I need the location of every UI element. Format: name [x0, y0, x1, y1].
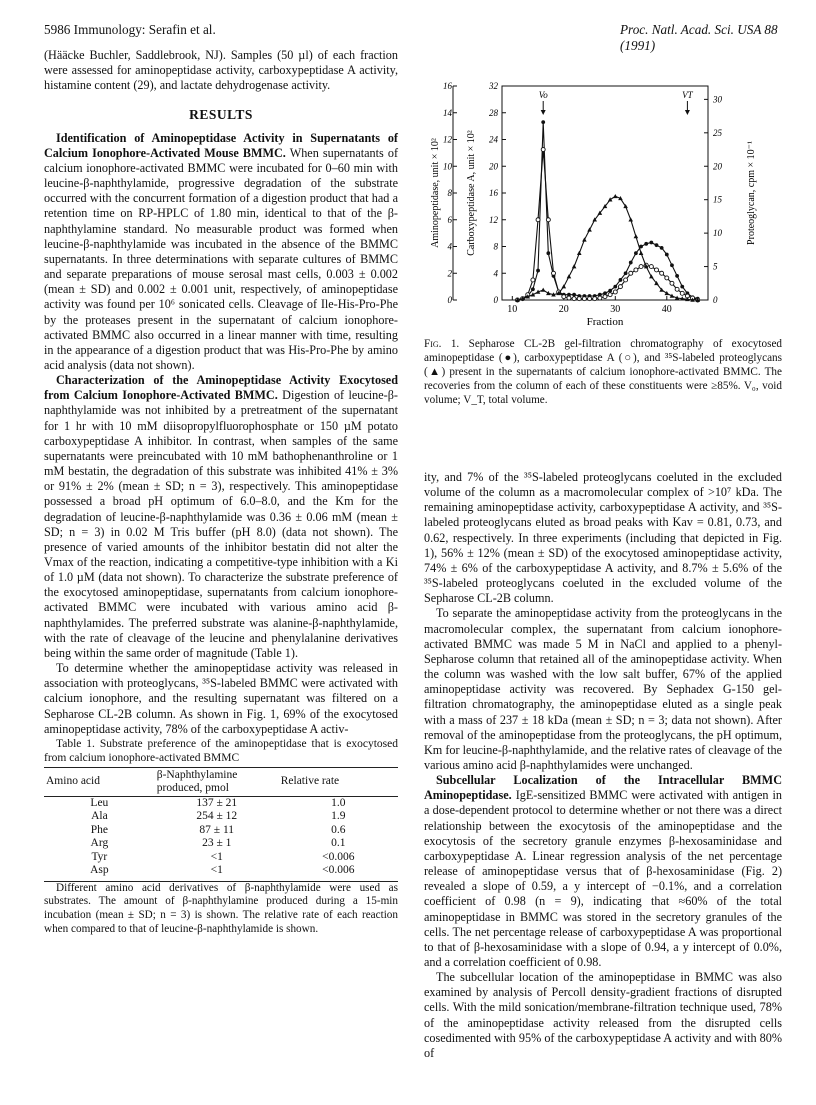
- y-inner-tick-label: 32: [489, 81, 498, 91]
- data-point-carboxypeptidase: [546, 218, 550, 222]
- data-point-aminopeptidase: [536, 269, 540, 273]
- data-point-carboxypeptidase: [531, 278, 535, 282]
- y-outer-tick-label: 8: [447, 188, 452, 198]
- right-column: [424, 470, 782, 1061]
- subheading-subcellular: Subcellular Localization of the Intracellular BMMC Aminopeptidase.: [424, 773, 782, 803]
- plot-frame: [502, 86, 708, 300]
- table-cell: 1.9: [331, 810, 346, 823]
- y-right-tick-label: 25: [713, 127, 722, 138]
- x-tick-label: 20: [558, 304, 569, 315]
- data-point-proteoglycan: [541, 288, 546, 292]
- data-point-aminopeptidase: [613, 285, 617, 289]
- table-cell: <1: [210, 850, 223, 863]
- figure1-caption: [424, 338, 782, 408]
- data-point-carboxypeptidase: [593, 297, 597, 301]
- y-right-tick-label: 10: [713, 228, 722, 239]
- series-line-open-circle: [518, 150, 698, 301]
- data-point-carboxypeptidase: [541, 148, 545, 152]
- table-cell: Leu: [90, 796, 109, 809]
- data-point-proteoglycan: [639, 251, 644, 255]
- y-right-axis-label: Proteoglycan, cpm × 10⁻¹: [746, 141, 757, 245]
- data-point-proteoglycan: [613, 194, 618, 198]
- data-point-carboxypeptidase: [660, 271, 664, 275]
- data-point-proteoglycan: [562, 284, 567, 288]
- data-point-aminopeptidase: [634, 251, 638, 255]
- data-point-carboxypeptidase: [680, 291, 684, 295]
- intro-paragraph: (Hääcke Buchler, Saddlebrook, NJ). Samples (50 µl) of each fraction were assessed for aminopeptidase activity, carboxypeptidase A activity, histamine content (29), and lactate dehydrogenase activity.: [44, 48, 398, 93]
- table-header-row: [44, 767, 398, 796]
- y-outer-axis-label: Aminopeptidase, unit × 10²: [430, 138, 441, 248]
- left-column: [44, 48, 398, 936]
- figure1-caption-label: Fig. 1.: [424, 338, 460, 350]
- paragraph-percoll: The subcellular location of the aminopeptidase in BMMC was also examined by analysis of Percoll density-gradient fractions of disrupted cells. With the mild sonication/membrane-filtration technique used, 78% of the aminopeptidase activity released from the disrupted cells cosedimented with 95% of the carboxypeptidase A activity and with 80% of: [424, 970, 782, 1060]
- x-axis-label: Fraction: [586, 316, 624, 328]
- data-point-aminopeptidase: [624, 271, 628, 275]
- table-cell: Arg: [90, 837, 109, 850]
- data-point-carboxypeptidase: [629, 271, 633, 275]
- data-point-proteoglycan: [587, 227, 592, 231]
- running-header-right: Proc. Natl. Acad. Sci. USA 88 (1991): [620, 22, 778, 53]
- y-inner-tick-label: 8: [493, 241, 498, 252]
- paragraph-separation: To separate the aminopeptidase activity from the proteoglycans in the macromolecular complex, the supernatant from calcium ionophore-activated BMMC was made 5 M in NaCl and applied to a phenyl-Sepharose column that retained all of the aminopeptidase activity. When the column was washed with the low salt buffer, 67% of the applied aminopeptidase activity was recovered. By Sephadex G-150 gel-filtration chromatography, the aminopeptidase eluted as a single peak with a mass of 237 ± 18 kDa (mean ± SD; n = 3; data not shown). After removal of the aminopeptidase from the proteoglycans, the pH optimum, Km for leucine-β-naphthylamide, and the relative rates of cleavage of the various amino acid β-naphthylamides were unchanged.: [424, 606, 782, 772]
- volume-marker-label: Vo: [538, 90, 548, 100]
- data-point-carboxypeptidase: [624, 278, 628, 282]
- data-point-carboxypeptidase: [582, 297, 586, 301]
- data-point-carboxypeptidase: [649, 265, 653, 269]
- table1: [44, 767, 398, 882]
- table-row: [44, 864, 398, 881]
- table-header-relative-rate: Relative rate: [279, 767, 398, 796]
- paragraph-characterization: [44, 373, 398, 661]
- table-header-product: β-Naphthylamine produced, pmol: [155, 767, 279, 796]
- table-cell: 0.1: [331, 837, 346, 850]
- data-point-carboxypeptidase: [567, 296, 571, 300]
- y-inner-tick-label: 24: [489, 134, 498, 145]
- running-header-left: 5986 Immunology: Serafin et al.: [44, 22, 216, 37]
- figure1-chart: [424, 78, 784, 328]
- y-right-tick-label: 0: [713, 295, 718, 305]
- data-point-proteoglycan: [567, 274, 572, 278]
- table-row: [44, 824, 398, 838]
- data-point-carboxypeptidase: [577, 297, 581, 301]
- x-tick-label: 10: [507, 304, 518, 315]
- data-point-proteoglycan: [628, 217, 633, 221]
- y-right-tick-label: 5: [713, 261, 718, 272]
- table-cell: 0.6: [331, 823, 346, 836]
- data-point-carboxypeptidase: [670, 281, 674, 285]
- table-cell: <1: [155, 864, 279, 881]
- data-point-aminopeptidase: [572, 293, 576, 297]
- y-outer-tick-label: 10: [443, 161, 452, 172]
- data-point-proteoglycan: [608, 197, 613, 201]
- data-point-aminopeptidase: [546, 251, 550, 255]
- data-point-proteoglycan: [582, 237, 587, 241]
- y-inner-tick-label: 28: [489, 107, 498, 118]
- data-point-aminopeptidase: [644, 242, 648, 246]
- table-cell: Phe: [90, 823, 108, 836]
- data-point-carboxypeptidase: [613, 290, 617, 294]
- table-cell: Asp: [44, 864, 155, 881]
- data-point-carboxypeptidase: [608, 293, 612, 297]
- data-point-carboxypeptidase: [618, 285, 622, 289]
- data-point-aminopeptidase: [629, 261, 633, 265]
- y-outer-tick-label: 16: [443, 81, 452, 91]
- data-point-carboxypeptidase: [675, 287, 679, 291]
- paragraph-proteoglycan-association: To determine whether the aminopeptidase activity was released in association with proteoglycans, ³⁵S-labeled BMMC were activated with calcium ionophore, and the resulting supernatant was filtered on a Sepharose CL-2B column. As shown in Fig. 1, 69% of the exocytosed aminopeptidase activity, 78% of the carboxypeptidase A activ-: [44, 661, 398, 736]
- table-cell: Tyr: [91, 850, 108, 863]
- table-cell: <0.006: [322, 850, 355, 863]
- y-outer-tick-label: 14: [443, 107, 452, 118]
- y-outer-tick-label: 2: [447, 268, 452, 279]
- y-inner-tick-label: 0: [493, 295, 498, 305]
- data-point-aminopeptidase: [619, 278, 623, 282]
- paragraph-identification: [44, 131, 398, 374]
- data-point-carboxypeptidase: [536, 218, 540, 222]
- y-outer-tick-label: 12: [443, 134, 452, 145]
- data-point-aminopeptidase: [675, 274, 679, 278]
- volume-marker-arrowhead: [685, 110, 690, 115]
- data-point-carboxypeptidase: [552, 271, 556, 275]
- table-cell: 87 ± 11: [199, 823, 235, 836]
- table-cell: <0.006: [279, 864, 398, 881]
- table-cell: 23 ± 1: [202, 837, 232, 850]
- data-point-aminopeptidase: [665, 253, 669, 257]
- table-cell: 1.0: [331, 796, 346, 809]
- data-point-carboxypeptidase: [634, 268, 638, 272]
- data-point-proteoglycan: [634, 234, 639, 238]
- data-point-carboxypeptidase: [655, 268, 659, 272]
- data-point-aminopeptidase: [649, 241, 653, 245]
- data-point-aminopeptidase: [608, 289, 612, 293]
- figure1-caption-text: Sepharose CL-2B gel-filtration chromatography of exocytosed aminopeptidase (●), carboxypeptidase A (○), and ³⁵S-labeled proteoglycans (▲) present in the supernatants of calcium ionophore-activated BMMC. The recoveries from the column of each of these constituents were ≥85%. V₀, void volume; V_T, total volume.: [424, 338, 782, 406]
- data-point-carboxypeptidase: [572, 297, 576, 301]
- data-point-proteoglycan: [577, 251, 582, 255]
- table-cell: Ala: [91, 810, 108, 823]
- table-header-amino-acid: Amino acid: [44, 767, 155, 796]
- table1-caption: Table 1. Substrate preference of the aminopeptidase that is exocytosed from calcium ionophore-activated BMMC: [44, 737, 398, 764]
- text-identification: When supernatants of calcium ionophore-activated BMMC were incubated for 0–60 min with leucine-β-naphthylamide, progressive degradation of the substrate occurred with the concurrent formation of a digestion product that had a retention time on RP-HPLC of 1.80 min, identical to that of the β-naphthylamine standard. No measurable product was formed when leucine-β-naphthylamide was incubated in the absence of the BMMC supernatants. In three determinations with separate cultures of BMMC and separate preparations of mouse serosal mast cells, 0.003 ± 0.002 (mean ± SD) and 0.002 ± 0.001 unit, respectively, of aminopeptidase activity was found per 10⁶ sonicated cells. Cleavage of Ile-His-Pro-Phe by the proteases present in the supernatant of calcium ionophore-activated BMMC also occurred in a linear manner with time, resulting in the appearance of a digestion product that was His-Pro-Phe by amino acid analysis (data not shown).: [44, 145, 399, 372]
- y-inner-tick-label: 12: [489, 214, 498, 225]
- data-point-carboxypeptidase: [665, 276, 669, 280]
- volume-marker-label: VT: [682, 90, 693, 100]
- results-heading: RESULTS: [189, 107, 253, 123]
- table-row: [44, 837, 398, 851]
- text-characterization: Digestion of leucine-β-naphthylamide was not inhibited by a pretreatment of the supernatant for 1 hr with 10 mM diisopropylfluorophosphate or 150 µM potato carboxypeptidase A inhibitor. In contrast, when samples of the same supernatants were preincubated with 10 mM bathophenanthroline or 1 mM bestatin, the degradation of this substrate was inhibited 41% ± 3% or 91% ± 2% (mean ± SD; n = 3), respectively. This aminopeptidase possessed a broad pH optimum of 6.0–8.0, and the Km for the degradation of leucine-β-naphthylamide was 0.36 ± 0.06 mM (mean ± SD; n = 3) in 0.02 M Tris buffer (pH 8.0) (data not shown). The presence of varied amounts of the inhibitor bestatin did not alter the Vmax of the reaction, indicating a competitive-type inhibition with a Ki of 1.0 µM (data not shown). To characterize the substrate preference of the exocytosed aminopeptidase, supernatants from calcium ionophore-activated BMMC were incubated with various amino acid β-naphthylamides. The preferred substrate was alanine-β-naphthylamide, with the rate of cleavage of the leucine and phenylalanine derivatives being within the same order of magnitude (Table 1).: [44, 388, 398, 660]
- volume-marker-arrowhead: [541, 110, 546, 115]
- data-point-aminopeptidase: [531, 287, 535, 291]
- paragraph-subcellular: [424, 773, 782, 970]
- y-outer-tick-label: 6: [447, 214, 452, 225]
- x-tick-label: 40: [661, 304, 672, 315]
- y-right-tick-label: 15: [713, 194, 722, 205]
- y-outer-tick-label: 0: [447, 295, 452, 305]
- table-row: [44, 851, 398, 865]
- data-point-aminopeptidase: [655, 243, 659, 247]
- table-row: [44, 810, 398, 824]
- y-inner-tick-label: 16: [489, 188, 498, 198]
- data-point-aminopeptidase: [670, 263, 674, 267]
- subheading-characterization: Characterization of the Aminopeptidase Activity Exocytosed from Calcium Ionophore-Activated BMMC.: [44, 373, 398, 403]
- y-inner-axis-label: Carboxypeptidase A, unit × 10²: [466, 130, 477, 256]
- data-point-carboxypeptidase: [562, 295, 566, 299]
- y-right-tick-label: 30: [713, 94, 722, 105]
- data-point-carboxypeptidase: [598, 296, 602, 300]
- table-row: [44, 796, 398, 810]
- y-inner-tick-label: 20: [489, 161, 498, 172]
- subheading-identification: Identification of Aminopeptidase Activity in Supernatants of Calcium Ionophore-Activated Mouse BMMC.: [44, 130, 398, 160]
- y-right-tick-label: 20: [713, 161, 722, 172]
- x-tick-label: 30: [610, 304, 621, 315]
- table-cell: 137 ± 21: [196, 796, 238, 809]
- table1-footnote: Different amino acid derivatives of β-naphthylamide were used as substrates. The amount of β-naphthylamine produced during a 15-min incubation (mean ± SD; n = 3) is shown. The relative rate of each reaction when compared to that of leucine-β-naphthylamide is shown.: [44, 881, 398, 935]
- y-outer-tick-label: 4: [447, 241, 452, 252]
- data-point-aminopeptidase: [660, 246, 664, 250]
- paragraph-coelution: ity, and 7% of the ³⁵S-labeled proteoglycans coeluted in the excluded volume of the column as a macromolecular complex of >10⁷ kDa. The remaining aminopeptidase activity, carboxypeptidase A activity, and ³⁵S-labeled proteoglycans eluted as broad peaks with Kav = 0.81, 0.73, and 0.62, respectively. In three experiments (including that depicted in Fig. 1), 56% ± 12% (mean ± SD) of the exocytosed aminopeptidase activity, 74% ± 6% of the carboxypeptidase A activity, and 8.7% ± 5.6% of the ³⁵S-labeled proteoglycans coeluted in the excluded volume of the Sepharose CL-2B column.: [424, 470, 782, 606]
- data-point-carboxypeptidase: [639, 265, 643, 269]
- data-point-aminopeptidase: [541, 120, 545, 124]
- data-point-proteoglycan: [572, 264, 577, 268]
- data-point-proteoglycan: [546, 291, 551, 295]
- y-inner-tick-label: 4: [493, 268, 498, 279]
- text-subcellular: IgE-sensitized BMMC were activated with antigen in a dose-dependent protocol to determine whether or not there was a direct relationship between the exocytosis of the aminopeptidase and the exocytosis of the secretory granule enzymes β-hexosaminidase and carboxypeptidase A. Linear regression analysis of the net percentage release of aminopeptidase versus that of β-hexosaminidase (Fig. 2) revealed a slope of 0.59, a y intercept of −0.1%, and a correlation coefficient of 0.98 (n = 9), indicating that ≈60% of the total aminopeptidase in BMMC was stored in the secretory granules of the cells. The net percentage release of carboxypeptidase A was proportional to that of β-hexosaminidase with a slope of 0.94, a y intercept of 0.0%, and a correlation coefficient of 0.98.: [424, 788, 782, 969]
- data-point-carboxypeptidase: [588, 297, 592, 301]
- data-point-carboxypeptidase: [603, 295, 607, 299]
- data-point-aminopeptidase: [680, 285, 684, 289]
- data-point-proteoglycan: [665, 291, 670, 295]
- table-cell: 254 ± 12: [196, 810, 238, 823]
- data-point-proteoglycan: [649, 274, 654, 278]
